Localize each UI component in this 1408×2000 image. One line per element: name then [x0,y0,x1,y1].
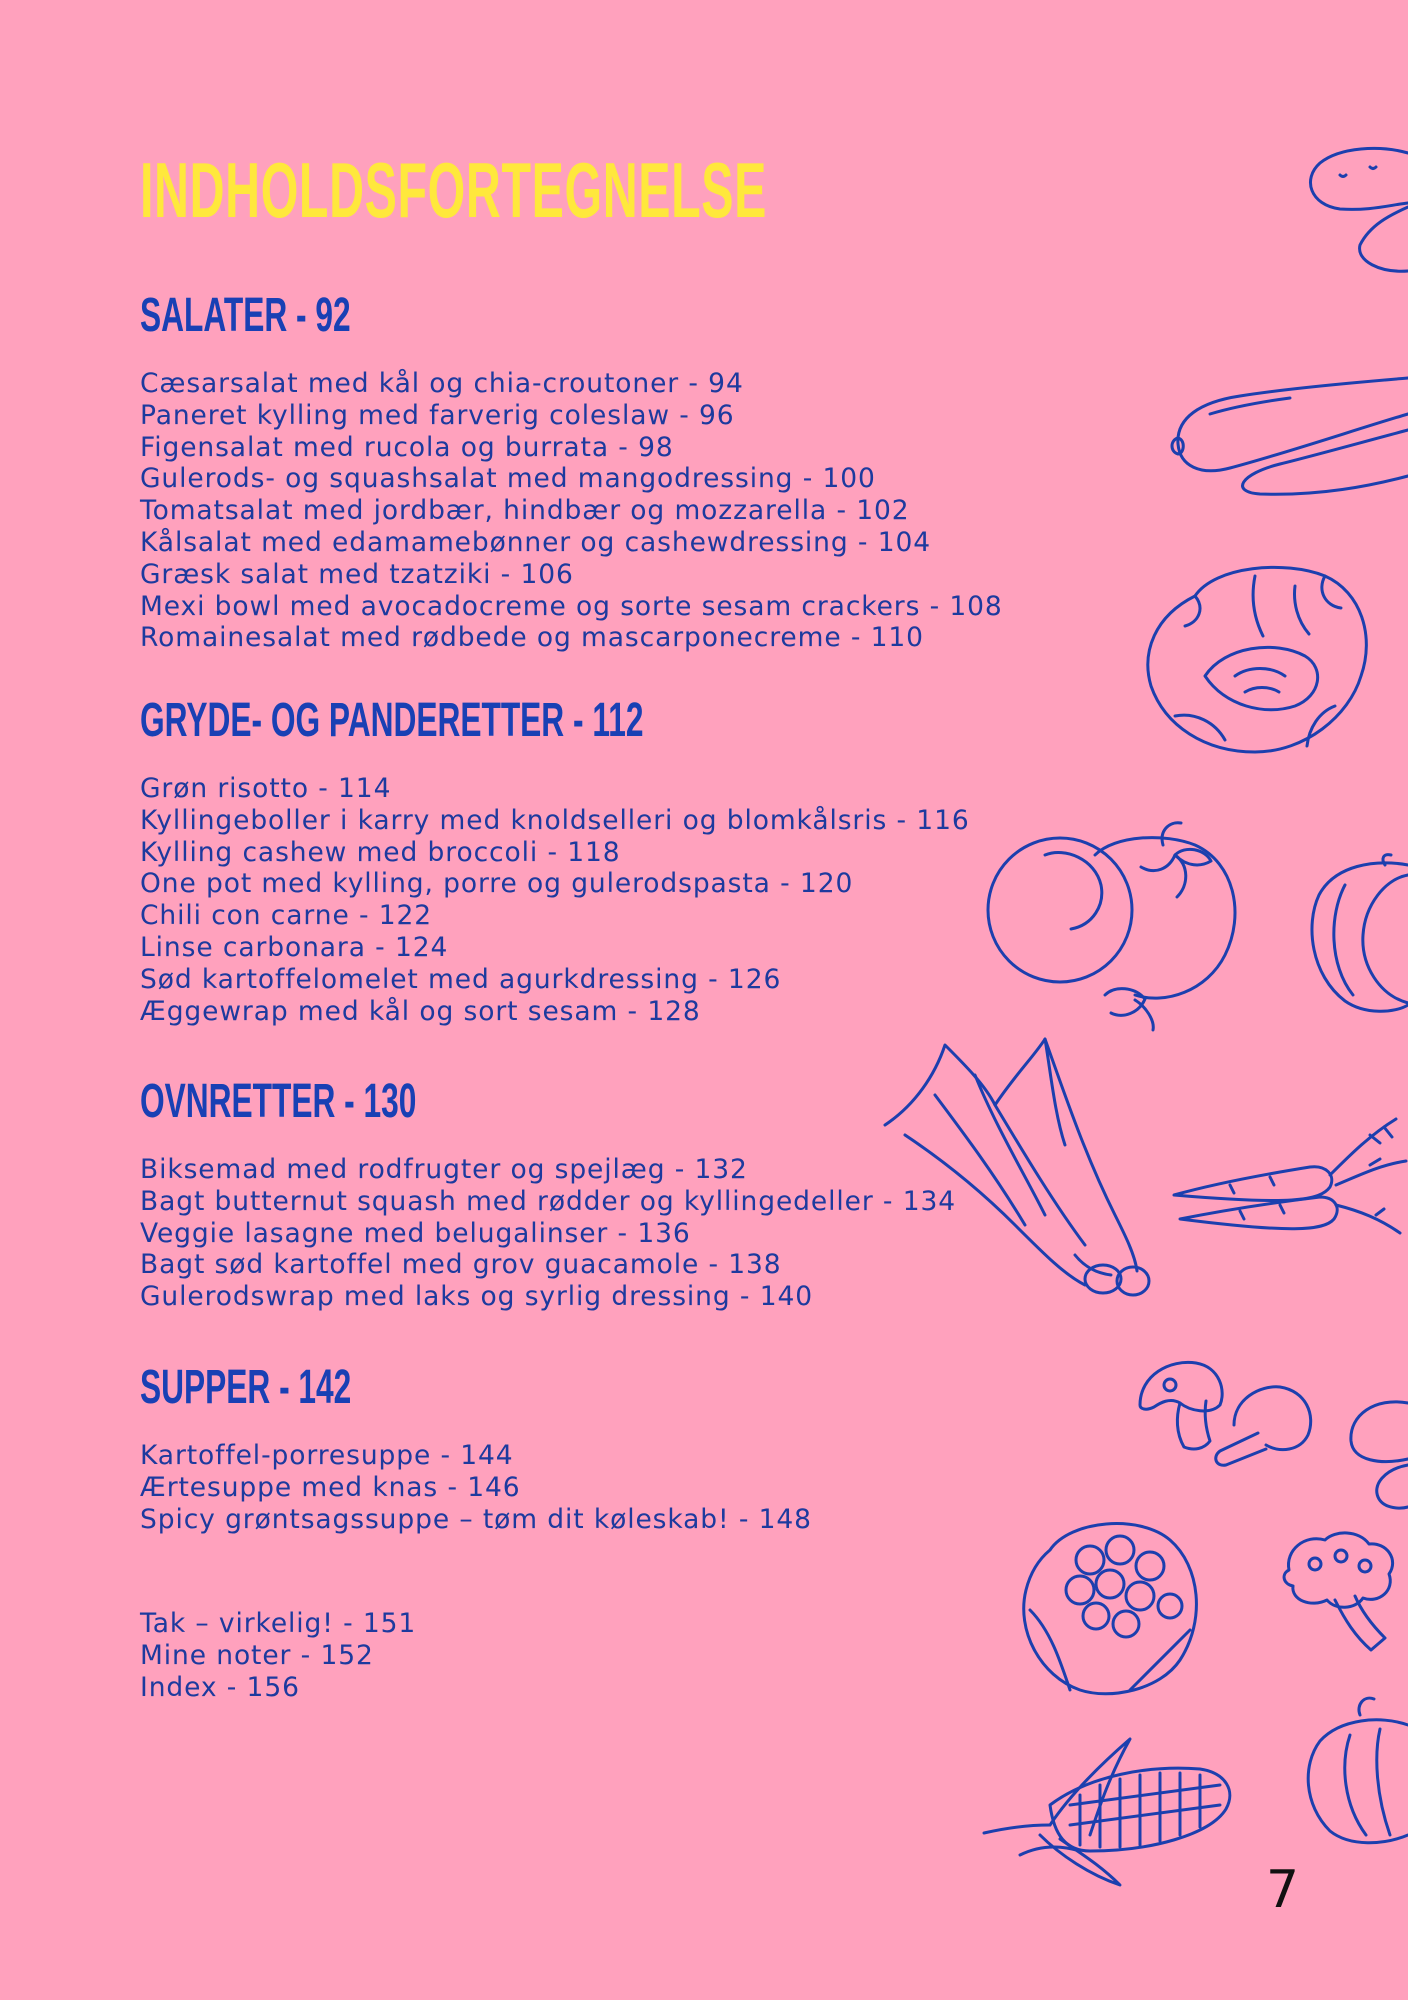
toc-entry: Mexi bowl med avocadocreme og sorte sesam crackers - 108 [140,590,1003,622]
section-gryde-og-panderetter [140,691,1040,1027]
toc-entry: Grøn risotto - 114 [140,773,392,804]
toc-entry: Romainesalat med rødbede og mascarponecreme - 110 [140,622,924,654]
carrot-icon [1170,1115,1408,1240]
toc-entry: Biksemad med rodfrugter og spejlæg - 132 [140,1154,748,1185]
toc-entry: Kylling cashew med broccoli - 118 [140,836,621,868]
entry-list [140,1440,1040,1535]
section-supper [140,1358,1040,1535]
extras-list [140,1608,416,1703]
page-number: 7 [1266,1860,1300,1920]
toc-entry: Tomatsalat med jordbær, hindbær og mozzarella - 102 [140,495,910,527]
leek-icon [875,1035,1160,1300]
toc-entry: Bagt sød kartoffel med grov guacamole - 138 [140,1249,782,1281]
tomato-icon [985,815,1245,1030]
section-heading: SUPPER - 142 [140,1361,352,1414]
cauliflower-icon [1010,1510,1210,1700]
potato-icon [1300,145,1408,275]
toc-entry: Kålsalat med edamamebønner og cashewdressing - 104 [140,526,931,558]
cabbage-icon [1135,556,1375,756]
toc-entry: Figensalat med rucola og burrata - 98 [140,431,674,463]
potato-icon [1345,1395,1408,1510]
section-heading: OVNRETTER - 130 [140,1075,417,1128]
toc-entry: Veggie lasagne med belugalinser - 136 [140,1217,691,1249]
mushroom-icon [1130,1355,1320,1465]
section-heading: SALATER - 92 [140,289,351,342]
toc-entry: Mine noter - 152 [140,1639,374,1671]
toc-entry: Chili con carne - 122 [140,900,433,932]
toc-entry: Gulerodswrap med laks og syrlig dressing - 140 [140,1281,813,1313]
toc-entry: Paneret kylling med farverig coleslaw - 96 [140,399,735,431]
toc-entry: Kartoffel-porresuppe - 144 [140,1440,514,1471]
broccoli-icon [1275,1530,1400,1660]
toc-entry: Kyllingeboller i karry med knoldselleri og blomkålsris - 116 [140,804,970,836]
toc-entry: Tak – virkelig! - 151 [140,1608,417,1639]
toc-entry: Linse carbonara - 124 [140,931,449,963]
bell-pepper-icon [1300,1695,1408,1845]
toc-entry: Ærtesuppe med knas - 146 [140,1471,521,1503]
section-salater [140,286,1040,654]
toc-entry: Æggewrap med kål og sort sesam - 128 [140,995,701,1027]
corn-icon [980,1735,1235,1890]
section-heading: GRYDE- OG PANDERETTER - 112 [140,694,644,747]
toc-entry: Gulerods- og squashsalat med mangodressing - 100 [140,463,876,495]
toc-entry: One pot med kylling, porre og gulerodspasta - 120 [140,868,854,900]
toc-entry: Spicy grøntsagssuppe – tøm dit køleskab! - 148 [140,1503,812,1535]
page-title: INDHOLDSFORTEGNELSE [140,146,768,234]
toc-entry: Bagt butternut squash med rødder og kyllingedeller - 134 [140,1185,957,1217]
toc-entry: Cæsarsalat med kål og chia-croutoner - 94 [140,368,744,399]
pumpkin-icon [1305,855,1408,1015]
entry-list [140,773,1040,1027]
toc-entry: Index - 156 [140,1671,300,1703]
zucchini-icon [1170,368,1408,498]
toc-entry: Sød kartoffelomelet med agurkdressing - 126 [140,963,782,995]
toc-entry: Græsk salat med tzatziki - 106 [140,558,574,590]
entry-list [140,368,1040,654]
